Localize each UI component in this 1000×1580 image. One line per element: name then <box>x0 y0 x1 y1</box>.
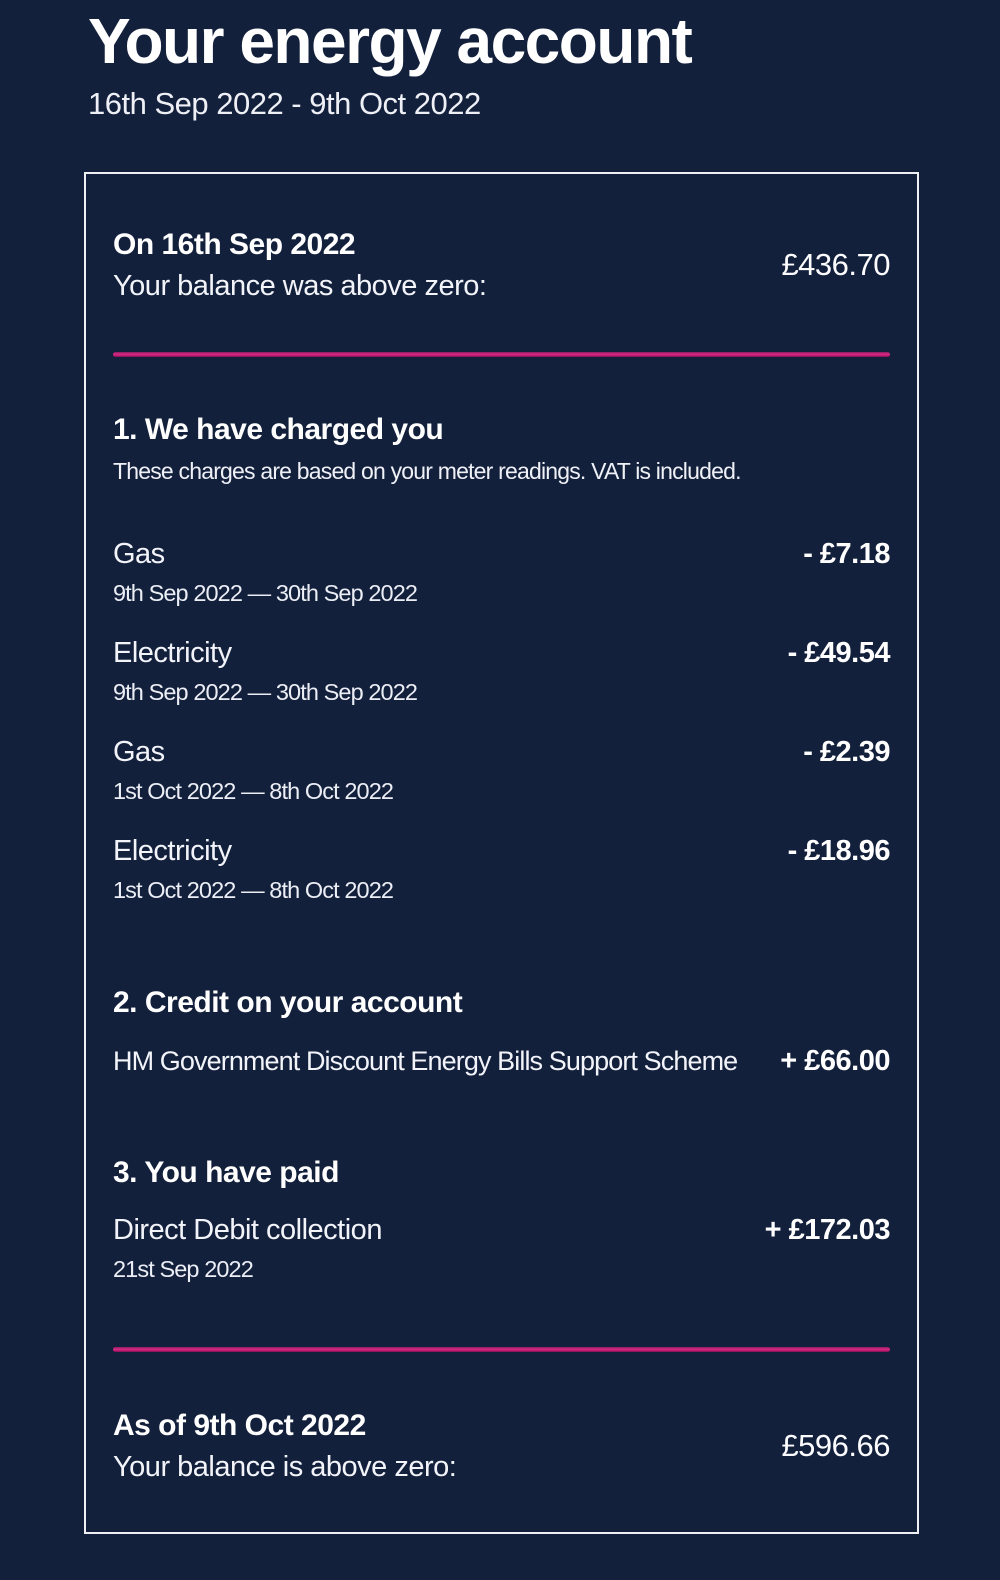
statement-card <box>84 172 919 1534</box>
credit-label: HM Government Discount Energy Bills Support Scheme <box>113 1046 738 1076</box>
charge-item <box>113 832 890 904</box>
closing-balance-text <box>113 1405 456 1487</box>
opening-balance-row <box>113 224 890 306</box>
charge-period: 9th Sep 2022 — 30th Sep 2022 <box>113 580 418 606</box>
opening-balance-date: On 16th Sep 2022 <box>113 228 356 261</box>
pink-divider-bottom <box>113 1347 890 1352</box>
payment-item <box>113 1211 890 1283</box>
section-heading-paid: 3. You have paid <box>113 1156 339 1189</box>
page-title: Your energy account <box>88 5 692 77</box>
payment-label: Direct Debit collection <box>113 1214 382 1246</box>
charge-period: 9th Sep 2022 — 30th Sep 2022 <box>113 679 418 705</box>
statement-period: 16th Sep 2022 - 9th Oct 2022 <box>88 86 481 121</box>
charge-amount: - £7.18 <box>803 538 890 570</box>
opening-balance-amount: £436.70 <box>781 247 890 282</box>
section-heading-credit: 2. Credit on your account <box>113 986 463 1019</box>
charge-item <box>113 733 890 805</box>
pink-divider-top <box>113 352 890 357</box>
charge-label: Gas <box>113 736 165 768</box>
opening-balance-label: Your balance was above zero: <box>113 270 487 302</box>
charge-label: Electricity <box>113 835 232 867</box>
closing-balance-row <box>113 1405 890 1487</box>
charge-item <box>113 634 890 706</box>
charge-label: Gas <box>113 538 165 570</box>
section-subheading-charged: These charges are based on your meter readings. VAT is included. <box>113 458 741 484</box>
closing-balance-date: As of 9th Oct 2022 <box>113 1409 366 1442</box>
payment-date: 21st Sep 2022 <box>113 1256 253 1282</box>
charge-item <box>113 535 890 607</box>
credit-amount: + £66.00 <box>780 1045 890 1077</box>
section-heading-charged: 1. We have charged you <box>113 413 444 446</box>
credit-item <box>113 1042 890 1080</box>
closing-balance-amount: £596.66 <box>781 1428 890 1463</box>
charge-amount: - £2.39 <box>803 736 890 768</box>
charge-label: Electricity <box>113 637 232 669</box>
payment-amount: + £172.03 <box>764 1214 890 1246</box>
charge-amount: - £49.54 <box>787 637 890 669</box>
charge-period: 1st Oct 2022 — 8th Oct 2022 <box>113 877 394 903</box>
opening-balance-text <box>113 224 486 306</box>
closing-balance-label: Your balance is above zero: <box>113 1451 457 1483</box>
charge-period: 1st Oct 2022 — 8th Oct 2022 <box>113 778 394 804</box>
charge-list <box>113 535 890 904</box>
charge-amount: - £18.96 <box>787 835 890 867</box>
